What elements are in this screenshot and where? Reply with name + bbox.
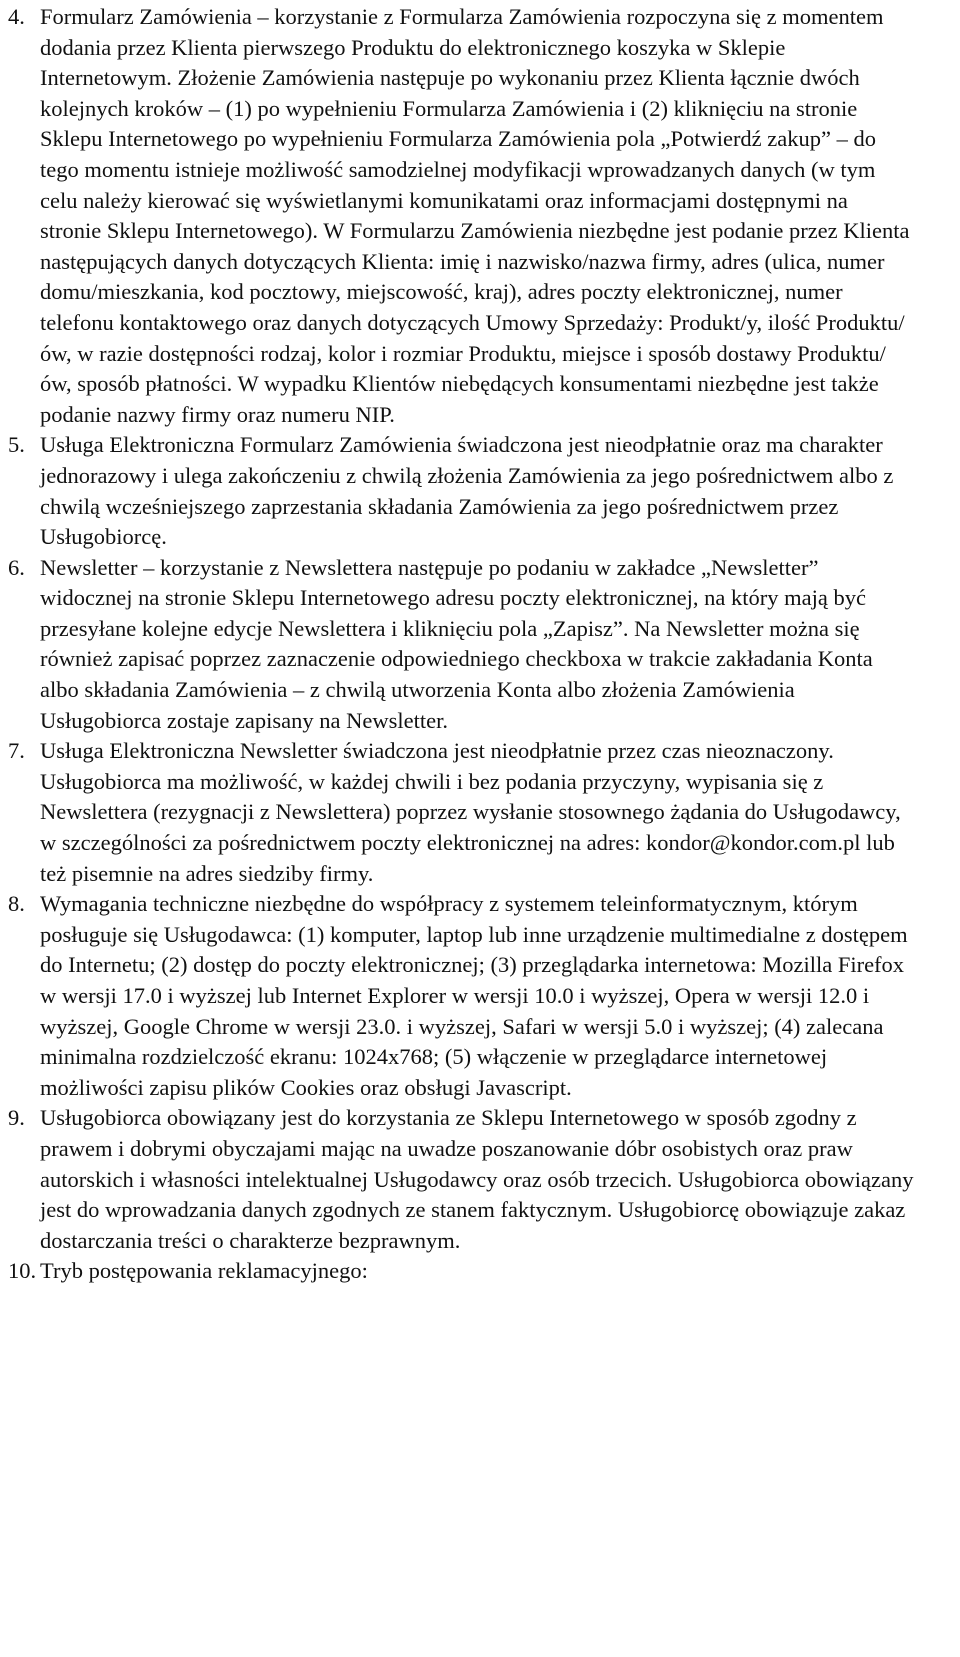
item-text-before-email: Usługa Elektroniczna Newsletter świadczona jest nieodpłatnie przez czas nieoznaczony. Usługobiorca ma możliwość, w każdej chwili i bez podania przyczyny, wypisania się z Newslettera (rezygnacji z Newslettera) poprzez wysłanie stosownego żądania do Usługodawcy, w szczególności za pośrednictwem poczty elektronicznej na adres: — [40, 738, 901, 856]
email-address-link[interactable]: kondor@kondor.com.pl — [646, 830, 861, 856]
list-item-10 — [8, 1256, 914, 1287]
item-text: Tryb postępowania reklamacyjnego: — [40, 1258, 368, 1284]
item-number: 10. — [8, 1258, 37, 1284]
item-number: 9. — [8, 1105, 25, 1131]
item-text — [40, 736, 914, 889]
numbered-list — [8, 2, 914, 1287]
item-text-after-email: lub też pisemnie na adres siedziby firmy. — [40, 830, 895, 886]
item-text: Formularz Zamówienia – korzystanie z Formularza Zamówienia rozpoczyna się z momentem dodania przez Klienta pierwszego Produktu do elektronicznego koszyka w Sklepie Internetowym. Złożenie Zamówienia następuje po wykonaniu przez Klienta łącznie dwóch kolejnych kroków – (1) po wypełnieniu Formularza Zamówienia i (2) kliknięciu na stronie Sklepu Internetowego po wypełnieniu Formularza Zamówienia pola „Potwierdź zakup” – do tego momentu istnieje możliwość samodzielnej modyfikacji wprowadzanych danych (w tym celu należy kierować się wyświetlanymi komunikatami oraz informacjami dostępnymi na stronie Sklepu Internetowego). W Formularzu Zamówienia niezbędne jest podanie przez Klienta następujących danych dotyczących Klienta: imię i nazwisko/nazwa firmy, adres (ulica, numer domu/mieszkania, kod pocztowy, miejscowość, kraj), adres poczty elektronicznej, numer telefonu kontaktowego oraz danych dotyczących Umowy Sprzedaży: Produkt/y, ilość Produktu/ów, w razie dostępności rodzaj, kolor i rozmiar Produktu, miejsce i sposób dostawy Produktu/ów, sposób płatności. W wypadku Klientów niebędących konsumentami niezbędne jest także podanie nazwy firmy oraz numeru NIP. — [40, 4, 910, 427]
list-item-5 — [8, 430, 914, 552]
item-number: 4. — [8, 4, 25, 29]
item-text: Usługa Elektroniczna Formularz Zamówienia świadczona jest nieodpłatnie oraz ma charakter jednorazowy i ulega zakończeniu z chwilą złożenia Zamówienia za jego pośrednictwem albo z chwilą wcześniejszego zaprzestania składania Zamówienia za jego pośrednictwem przez Usługobiorcę. — [40, 432, 894, 550]
item-number: 6. — [8, 554, 25, 580]
list-item-8 — [8, 889, 914, 1103]
list-item-4 — [8, 2, 914, 430]
list-item-6 — [8, 553, 914, 737]
list-item-7 — [8, 736, 914, 889]
item-text: Wymagania techniczne niezbędne do współpracy z systemem teleinformatycznym, którym posługuje się Usługodawca: (1) komputer, laptop lub inne urządzenie multimedialne z dostępem do Internetu; (2) dostęp do poczty elektronicznej; (3) przeglądarka internetowa: Mozilla Firefox w wersji 17.0 i wyższej lub Internet Explorer w wersji 10.0 i wyższej, Opera w wersji 12.0 i wyższej, Google Chrome w wersji 23.0. i wyższej, Safari w wersji 5.0 i wyższej; (4) zalecana minimalna rozdzielczość ekranu: 1024x768; (5) włączenie w przeglądarce internetowej możliwości zapisu plików Cookies oraz obsługi Javascript. — [40, 891, 908, 1100]
item-number: 8. — [8, 891, 25, 917]
item-number: 5. — [8, 432, 25, 458]
item-text: Usługobiorca obowiązany jest do korzystania ze Sklepu Internetowego w sposób zgodny z prawem i dobrymi obyczajami mając na uwadze poszanowanie dóbr osobistych oraz praw autorskich i własności intelektualnej Usługodawcy oraz osób trzecich. Usługobiorca obowiązany jest do wprowadzania danych zgodnych ze stanem faktycznym. Usługobiorcę obowiązuje zakaz dostarczania treści o charakterze bezprawnym. — [40, 1105, 914, 1253]
list-item-9 — [8, 1103, 914, 1256]
item-number: 7. — [8, 738, 25, 764]
item-text: Newsletter – korzystanie z Newslettera następuje po podaniu w zakładce „Newsletter” widocznej na stronie Sklepu Internetowego adresu poczty elektronicznej, na który mają być przesyłane kolejne edycje Newslettera i kliknięciu pola „Zapisz”. Na Newsletter można się również zapisać poprzez zaznaczenie odpowiedniego checkboxa w trakcie zakładania Konta albo składania Zamówienia – z chwilą utworzenia Konta albo złożenia Zamówienia Usługobiorca zostaje zapisany na Newsletter. — [40, 554, 873, 733]
